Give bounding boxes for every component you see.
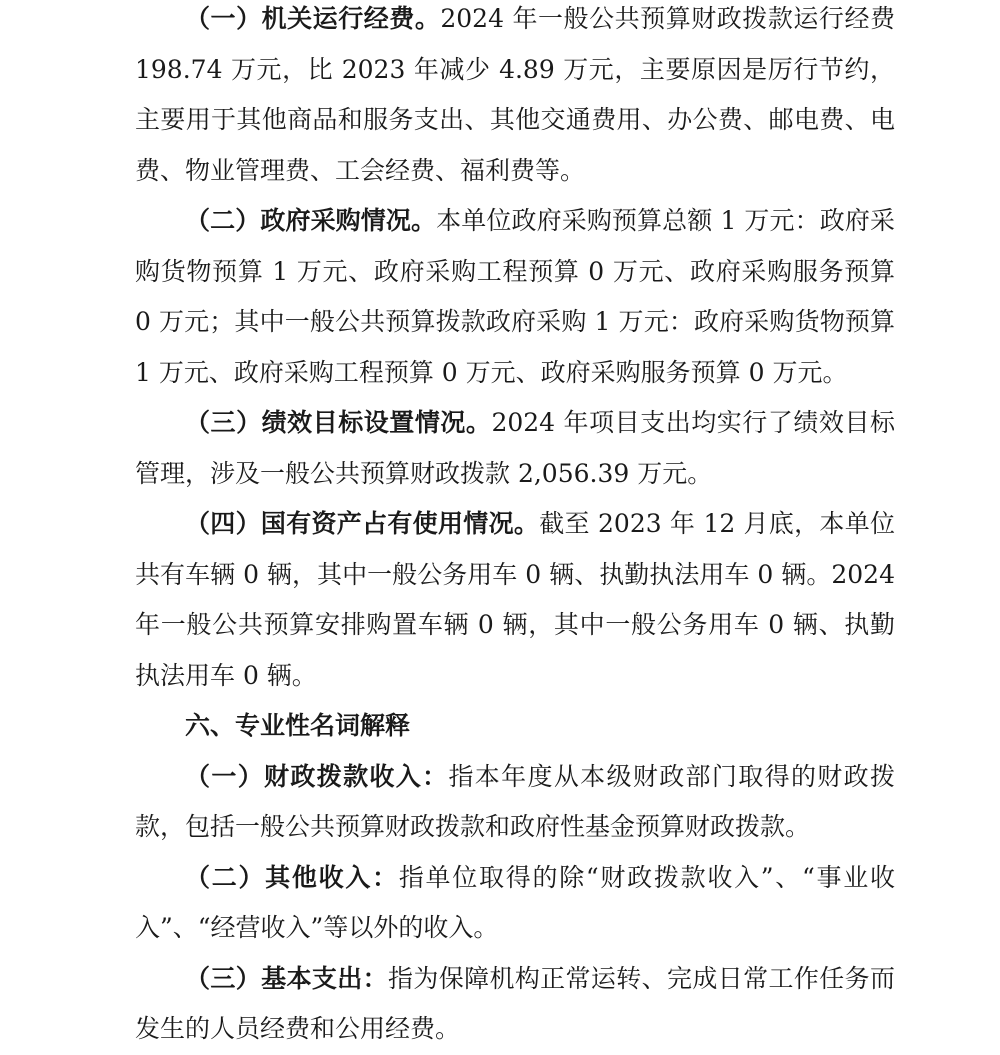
definition-fiscal-appropriation-income [135,752,895,853]
definition-body: 指为保障机构正常运转、完成日常工作任务而发生的人员经费和公用经费。 [135,963,895,1043]
definition-term: （一）财政拨款收入： [185,761,449,791]
paragraph-state-assets [135,499,895,701]
paragraph-government-procurement [135,196,895,398]
paragraph-lead: （三）绩效目标设置情况。 [185,408,492,437]
paragraph-body: 本单位政府采购预算总额 1 万元：政府采购货物预算 1 万元、政府采购工程预算 0 万元、政府采购服务预算 0 万元；其中一般公共预算拨款政府采购 1 万元：政府采购货物预算 1 万元、政府采购工程预算 0 万元、政府采购服务预算 0 万元。 [135,206,895,387]
paragraph-body: 2024 年一般公共预算财政拨款运行经费 198.74 万元，比 2023 年减少 4.89 万元，主要原因是厉行节约，主要用于其他商品和服务支出、其他交通费用、办公费、邮电费、电费、物业管理费、工会经费、福利费等。 [135,4,895,185]
document-page [135,0,895,1055]
paragraph-lead: （四）国有资产占有使用情况。 [185,509,540,538]
paragraph-performance-targets [135,398,895,499]
definition-term: （二）其他收入： [185,862,399,892]
document-body [135,0,895,1055]
paragraph-body: 截至 2023 年 12 月底，本单位共有车辆 0 辆，其中一般公务用车 0 辆、执勤执法用车 0 辆。2024 年一般公共预算安排购置车辆 0 辆，其中一般公务用车 0 辆、执勤执法用车 0 辆。 [135,509,895,690]
paragraph-lead: （一）机关运行经费。 [185,4,441,33]
paragraph-lead: （二）政府采购情况。 [185,206,437,235]
definition-term: （三）基本支出： [185,963,388,993]
definition-other-income [135,853,895,954]
section-heading: 六、专业性名词解释 [185,711,411,740]
paragraph-body: 2024 年项目支出均实行了绩效目标管理，涉及一般公共预算财政拨款 2,056.39 万元。 [135,408,895,488]
definition-body: 指单位取得的除“财政拨款收入”、“事业收入”、“经营收入”等以外的收入。 [135,862,895,942]
definition-basic-expenditure [135,954,895,1055]
paragraph-operating-expenses [135,0,895,196]
definition-body: 指本年度从本级财政部门取得的财政拨款，包括一般公共预算财政拨款和政府性基金预算财政拨款。 [135,761,895,841]
